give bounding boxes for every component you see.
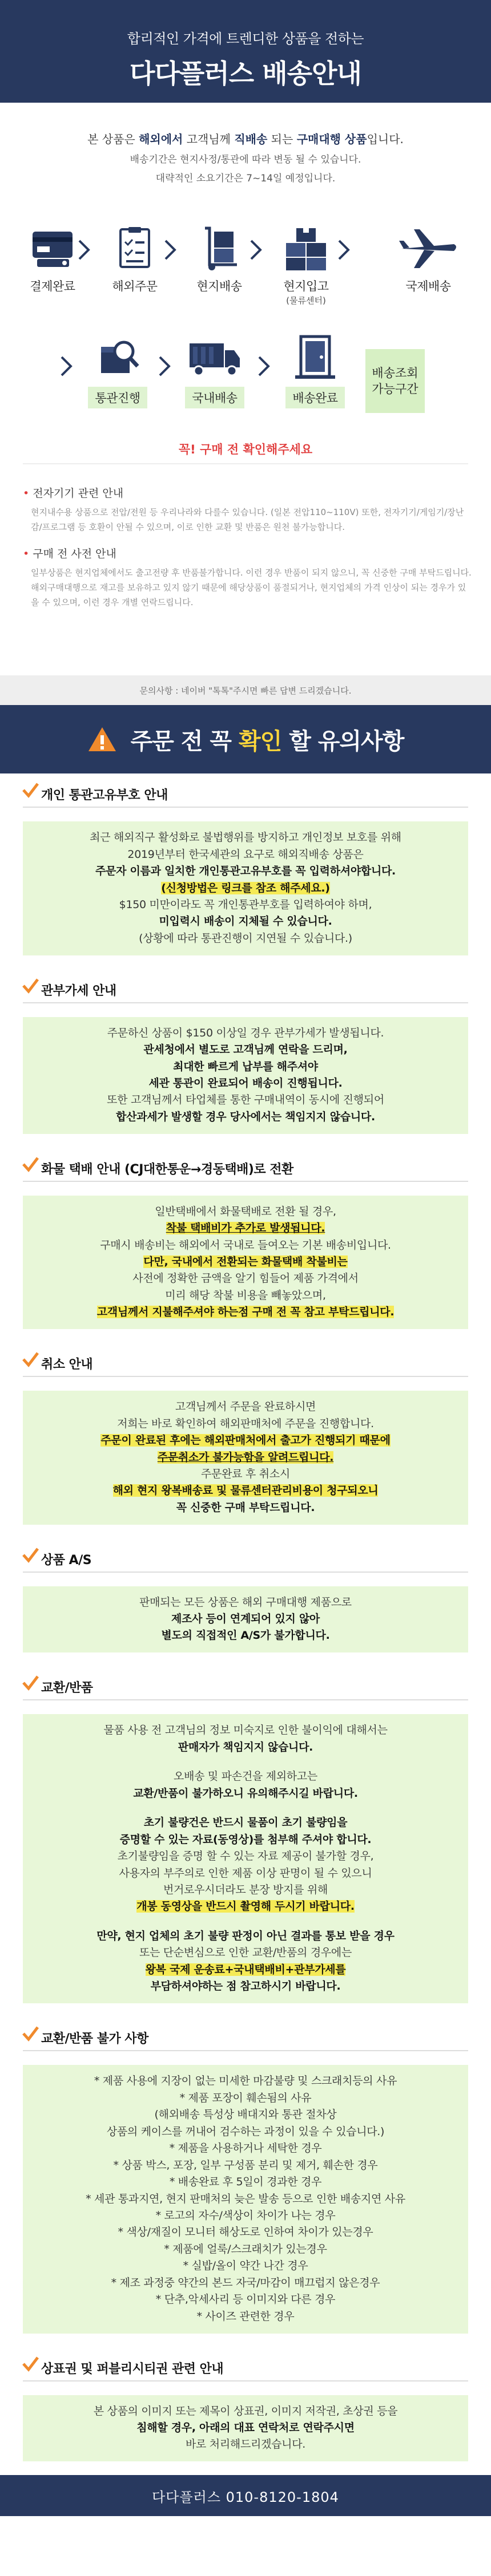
intro-section xyxy=(0,103,491,222)
section-line-text: 개봉 동영상을 반드시 촬영해 두시기 바랍니다. xyxy=(136,1900,355,1913)
section-line xyxy=(34,2275,457,2291)
section-line-text: 오배송 및 파손건을 제외하고는 xyxy=(174,1770,317,1783)
chevron-right-icon xyxy=(59,355,73,378)
customs-search-icon xyxy=(92,334,143,380)
bullet-icon: • xyxy=(23,487,30,500)
section-line-text: 판매자가 책임지지 않습니다. xyxy=(178,1740,313,1753)
section-line-text: 관세청에서 별도로 고객님께 연락을 드리며, xyxy=(143,1043,348,1056)
section-line-text: 2019년부터 한국세관의 요구로 해외직배송 상품은 xyxy=(127,848,364,861)
section-line-text: * 제품을 사용하거나 세탁한 경우 xyxy=(169,2142,322,2155)
section-line xyxy=(34,2090,457,2107)
flow-step-label: 국내배송 xyxy=(185,387,244,408)
section-line-text: 주문자 이름과 일치한 개인통관고유부호를 꼭 입력하셔야합니다. xyxy=(95,865,396,878)
section-line xyxy=(34,1025,457,1042)
section-line xyxy=(34,846,457,863)
chevron-right-icon xyxy=(249,238,263,261)
flow-step-note: (물류센터) xyxy=(286,295,326,306)
section-line-text: 주문완료 후 취소시 xyxy=(201,1467,290,1480)
section-panel xyxy=(23,1391,468,1525)
section-line xyxy=(34,1978,457,1995)
section-line-text: 합산과세가 발생할 경우 당사에서는 책임지지 않습니다. xyxy=(116,1110,375,1123)
checkmark-icon xyxy=(22,977,39,994)
section-line-text: 교환/반품이 불가하오니 유의해주시길 바랍니다. xyxy=(133,1787,358,1800)
chevron-right-icon xyxy=(337,238,351,261)
notice-section xyxy=(0,969,491,1134)
banner-text: 주문 전 꼭 xyxy=(130,728,239,755)
section-line-text: 세관 통관이 완료되어 배송이 진행됩니다. xyxy=(148,1077,343,1089)
section-line xyxy=(34,1722,457,1739)
section-title: 개인 통관고유부호 안내 xyxy=(23,785,468,808)
section-line-text: * 단추,악세사리 등 이미지와 다른 경우 xyxy=(155,2293,336,2306)
section-line-text: 사전에 정확한 금액을 알기 힘들어 제품 가격에서 xyxy=(132,1272,359,1285)
flow-step-customs xyxy=(78,334,158,408)
section-line xyxy=(34,2174,457,2190)
section-header xyxy=(0,2347,491,2381)
section-header xyxy=(0,1343,491,1377)
section-line xyxy=(34,1898,457,1915)
section-line xyxy=(34,829,457,846)
intro-bold-overseas: 해외에서 xyxy=(139,132,183,146)
section-line xyxy=(34,1399,457,1415)
banner-highlight: 확인 xyxy=(239,728,282,755)
section-title: 관부가세 안내 xyxy=(23,981,468,1003)
section-line-text: 구매시 배송비는 해외에서 국내로 들여오는 기본 배송비입니다. xyxy=(100,1238,391,1251)
section-line xyxy=(34,2403,457,2420)
note-body: 일부상품은 현지업체에서도 출고전량 후 반품불가합니다. 이런 경우 반품이 되지 않으니, 꼭 신중한 구매 부탁드립니다. 해외구매대행으로 재고를 보유하고 있지 않기 때문에 해당상품이 품절되거나, 현지업체의 가격 인상이 되는 경우가 있을 수 있으며, 이런 경우 개별 연락드립니다. xyxy=(31,567,472,607)
intro-line-2: 배송기간은 현지사정/통관에 따라 변동 될 수 있습니다. xyxy=(130,154,361,165)
section-line xyxy=(34,1109,457,1125)
intro-bold-direct: 직배송 xyxy=(234,132,268,146)
tracking-available-badge: 배송조회 가능구간 xyxy=(365,349,425,413)
section-line-text: 상품의 케이스를 꺼내어 검수하는 과정이 있을 수 있습니다.) xyxy=(106,2125,385,2138)
section-header xyxy=(0,1148,491,1182)
section-line-text: * 세관 통과지연, 현지 판매처의 늦은 발송 등으로 인한 배송지연 사유 xyxy=(86,2192,405,2205)
flow-step-label: 현지배송 xyxy=(196,280,242,293)
inquiry-bar: 문의사항 : 네이버 "톡톡"주시면 빠른 답변 드리겠습니다. xyxy=(0,675,491,705)
section-title: 교환/반품 xyxy=(23,1678,468,1700)
section-line-text: 또는 단순변심으로 인한 교환/반품의 경우에는 xyxy=(139,1946,352,1959)
section-title: 상품 A/S xyxy=(23,1550,468,1573)
section-line xyxy=(34,2073,457,2089)
section-line xyxy=(34,1848,457,1865)
chevron-right-icon xyxy=(163,238,177,261)
section-line-text: 제조사 등이 연계되어 있지 않아 xyxy=(171,1613,320,1626)
section-line-text: 번거로우시더라도 분장 방지를 위해 xyxy=(163,1883,328,1896)
section-line xyxy=(34,2107,457,2123)
section-line-text: 부담하셔야하는 점 참고하시기 바랍니다. xyxy=(150,1980,341,1993)
section-line xyxy=(34,2308,457,2325)
flow-step-overseas-order xyxy=(95,226,175,294)
section-line xyxy=(34,1500,457,1516)
section-line-text: * 사이즈 관련한 경우 xyxy=(196,2310,295,2323)
notice-section xyxy=(0,773,491,955)
must-read-text: 꼭! 구매 전 확인해주세요 xyxy=(178,443,313,456)
intro-line-1 xyxy=(0,130,491,147)
section-panel xyxy=(23,1586,468,1653)
section-line-text: 사용자의 부주의로 인한 제품 이상 판명이 될 수 있으니 xyxy=(119,1866,372,1880)
chevron-right-icon xyxy=(257,355,271,378)
section-line-text: 고객님께서 주문을 완료하시면 xyxy=(175,1400,316,1413)
section-line xyxy=(34,1785,457,1802)
section-line xyxy=(34,1270,457,1287)
section-line xyxy=(34,1432,457,1449)
notes-section xyxy=(0,464,491,675)
door-icon xyxy=(289,334,341,380)
section-line-text: (상황에 따라 통관진행이 지연될 수 있습니다.) xyxy=(139,931,352,945)
section-line-text: 고객님께서 지불해주셔야 하는점 구매 전 꼭 참고 부탁드립니다. xyxy=(96,1306,395,1319)
section-line xyxy=(34,880,457,897)
flow-step-complete xyxy=(275,334,355,408)
section-panel xyxy=(23,2065,468,2334)
section-line-text: 주문취소가 불가능함을 알려드립니다. xyxy=(157,1451,334,1464)
section-line-text: 주문하신 상품이 $150 이상일 경우 관부가세가 발생됩니다. xyxy=(107,1026,384,1039)
section-line xyxy=(34,2224,457,2241)
section-line xyxy=(34,1627,457,1644)
checkmark-icon xyxy=(22,2025,39,2042)
section-line xyxy=(34,2291,457,2308)
section-line-text: 다만, 국내에서 전환되는 화물택배 착불비는 xyxy=(143,1255,348,1269)
notice-section xyxy=(0,1343,491,1525)
section-line xyxy=(34,1594,457,1611)
section-line xyxy=(34,2258,457,2274)
section-line xyxy=(34,1768,457,1785)
section-panel xyxy=(23,1714,468,2003)
section-title: 교환/반품 불가 사항 xyxy=(23,2029,468,2051)
notice-section xyxy=(0,2347,491,2462)
section-line-text: (신청방법은 링크를 참조 해주세요.) xyxy=(161,881,330,894)
section-line-text: 또한 고객님께서 타업체를 통한 구매내역이 동시에 진행되어 xyxy=(107,1093,384,1107)
section-line xyxy=(34,1832,457,1848)
intro-bold-purchase-agent: 구매대행 상품 xyxy=(296,132,367,146)
section-line xyxy=(34,1042,457,1058)
section-panel xyxy=(23,821,468,955)
bullet-icon: • xyxy=(23,547,30,560)
hand-truck-icon xyxy=(194,226,245,272)
banner-title xyxy=(131,723,404,756)
notice-sections xyxy=(0,773,491,2461)
section-header xyxy=(0,1666,491,1700)
section-line-text: 침해할 경우, 아래의 대표 연락처로 연락주시면 xyxy=(136,2421,355,2435)
page-header xyxy=(0,0,491,103)
checkmark-icon xyxy=(22,1546,39,1564)
section-line xyxy=(34,1865,457,1882)
checkmark-icon xyxy=(22,1156,39,1173)
section-line xyxy=(34,2157,457,2174)
section-line xyxy=(34,1739,457,1756)
section-line xyxy=(34,1287,457,1304)
checkmark-icon xyxy=(22,1674,39,1691)
warning-icon xyxy=(87,726,117,752)
flow-step-label: 해외주문 xyxy=(112,280,158,293)
flow-step-local-warehouse xyxy=(266,226,346,306)
section-line-text: * 배송완료 후 5일이 경과한 경우 xyxy=(169,2176,322,2189)
flow-step-label: 국제배송 xyxy=(405,280,451,293)
section-line-text: * 로고의 자수/색상이 차이가 나는 경우 xyxy=(155,2209,336,2222)
section-line-text: 미입력시 배송이 지체될 수 있습니다. xyxy=(159,915,332,928)
section-line-text: 왕복 국제 운송료+국내택배비+관부가세를 xyxy=(145,1963,346,1976)
section-line xyxy=(34,1928,457,1945)
section-title: 화물 택배 안내 (CJ대한통운→경동택배)로 전환 xyxy=(23,1160,468,1182)
must-read-heading xyxy=(0,434,491,463)
section-line-text: 최대한 빠르게 납부를 해주셔야 xyxy=(173,1060,318,1073)
section-line xyxy=(34,2436,457,2453)
checkmark-icon xyxy=(22,781,39,799)
header-subtitle: 합리적인 가격에 트렌디한 상품을 전하는 xyxy=(127,31,364,47)
section-line xyxy=(34,930,457,947)
section-line xyxy=(34,1483,457,1499)
notice-banner xyxy=(0,705,491,773)
section-header xyxy=(0,1538,491,1573)
section-line-text: 미리 해당 착불 비용을 빼놓았으며, xyxy=(165,1289,326,1302)
section-title: 상표권 및 퍼블리시티권 관련 안내 xyxy=(23,2359,468,2381)
section-line xyxy=(34,2124,457,2140)
shipping-flow xyxy=(0,222,491,434)
section-line-text: 저희는 바로 확인하여 해외판매처에 주문을 진행합니다. xyxy=(117,1417,374,1430)
section-line-text: 주문이 완료된 후에는 해외판매처에서 출고가 진행되기 때문에 xyxy=(100,1434,391,1447)
note-title xyxy=(23,545,491,561)
section-line-text: 착불 택배비가 추가로 발생됩니다. xyxy=(166,1222,325,1235)
section-line-text: * 제품 사용에 지장이 없는 미세한 마감불량 및 스크래치등의 사유 xyxy=(94,2075,397,2088)
page-footer: 다다플러스 010-8120-1804 xyxy=(0,2475,491,2516)
section-panel xyxy=(23,2395,468,2462)
section-line xyxy=(34,1254,457,1270)
section-line xyxy=(34,1814,457,1831)
checkmark-icon xyxy=(22,1351,39,1368)
section-line-text: * 제조 과정중 약간의 본드 자국/마감이 매끄럽지 않은경우 xyxy=(111,2276,380,2289)
section-line-text: 꼭 신중한 구매 부탁드립니다. xyxy=(176,1501,315,1514)
page-title: 다다플러스 배송안내 xyxy=(130,58,361,89)
spacer xyxy=(34,1756,457,1768)
section-header xyxy=(0,2017,491,2051)
flow-step-local-delivery xyxy=(179,226,259,294)
section-line xyxy=(34,1882,457,1898)
order-checklist-icon xyxy=(109,226,160,272)
section-header xyxy=(0,773,491,808)
section-line xyxy=(34,1220,457,1237)
flow-step-label: 통관진행 xyxy=(88,387,147,408)
section-line-text: 만약, 현지 업체의 초기 불량 판정이 아닌 결과를 통보 받을 경우 xyxy=(96,1929,395,1942)
delivery-truck-icon xyxy=(186,334,243,380)
flow-step-label: 결제완료 xyxy=(30,280,75,293)
section-line xyxy=(34,1304,457,1321)
flow-step-domestic xyxy=(175,334,255,408)
section-line xyxy=(34,1416,457,1432)
section-panel xyxy=(23,1017,468,1134)
banner-text: 할 유의사항 xyxy=(281,728,404,755)
notice-section xyxy=(0,1148,491,1330)
section-panel xyxy=(23,1196,468,1330)
spacer xyxy=(34,1915,457,1928)
section-line xyxy=(34,1092,457,1108)
section-line-text: $150 미만이라도 꼭 개인통관부호를 입력하여야 하며, xyxy=(119,898,372,911)
section-title: 취소 안내 xyxy=(23,1355,468,1377)
section-line-text: 초기 불량건은 반드시 물품이 초기 불량임을 xyxy=(143,1816,348,1829)
checkmark-icon xyxy=(22,2355,39,2372)
intro-text: 되는 xyxy=(267,132,297,146)
section-line-text: * 실밥/올이 약간 나간 경우 xyxy=(183,2259,308,2273)
section-line xyxy=(34,2420,457,2436)
chevron-right-icon xyxy=(158,355,171,378)
section-line xyxy=(34,1075,457,1092)
section-line xyxy=(34,913,457,930)
airplane-icon xyxy=(397,226,460,272)
section-line-text: 판매되는 모든 상품은 해외 구매대행 제품으로 xyxy=(139,1595,352,1609)
section-line xyxy=(34,897,457,913)
section-line xyxy=(34,1945,457,1961)
section-line-text: 최근 해외직구 활성화로 불법행위를 방지하고 개인정보 보호를 위해 xyxy=(90,831,401,844)
section-line xyxy=(34,1059,457,1075)
section-line-text: 증명할 수 있는 자료(동영상)를 첨부해 주셔야 합니다. xyxy=(119,1833,372,1846)
section-line-text: 본 상품의 이미지 또는 제목이 상표권, 이미지 저작권, 초상권 등을 xyxy=(93,2404,398,2417)
warehouse-boxes-icon xyxy=(280,226,332,272)
section-line xyxy=(34,2191,457,2208)
note-body: 현지내수용 상품으로 전압/전원 등 우리나라와 다를수 있습니다. (일본 전압110~110V) 또한, 전자기기/게임기/장난감/프로그램 등 호환이 안될 수 있으며, 이로 인한 교환 및 반품은 원천 불가능합니다. xyxy=(31,507,464,533)
section-line-text: * 색상/재질이 모니터 해상도로 인하여 차이가 있는경우 xyxy=(118,2226,373,2239)
section-line xyxy=(34,1204,457,1220)
section-line xyxy=(34,1449,457,1466)
intro-text: 입니다. xyxy=(367,132,404,146)
section-line-text: 해외 현지 왕복배송료 및 물류센터관리비용이 청구되오니 xyxy=(112,1484,379,1497)
note-title-text: 전자기기 관련 안내 xyxy=(33,487,124,500)
intro-text: 고객님께 xyxy=(183,132,235,146)
note-title-text: 구매 전 사전 안내 xyxy=(33,547,116,560)
intro-text: 본 상품은 xyxy=(87,132,139,146)
spacer xyxy=(34,1802,457,1814)
section-line xyxy=(34,2140,457,2157)
notice-section xyxy=(0,1666,491,2003)
section-line-text: 별도의 직접적인 A/S가 불가합니다. xyxy=(161,1629,330,1642)
section-line-text: 물품 사용 전 고객님의 정보 미숙지로 인한 불이익에 대해서는 xyxy=(103,1724,388,1737)
flow-step-label: 현지입고 xyxy=(283,280,329,293)
payment-icon xyxy=(27,226,78,272)
notice-section xyxy=(0,1538,491,1653)
section-line xyxy=(34,1611,457,1627)
section-line-text: (해외배송 특성상 배대지와 통관 절차상 xyxy=(154,2108,337,2121)
chevron-right-icon xyxy=(77,238,91,261)
section-header xyxy=(0,969,491,1003)
section-line-text: * 제품에 얼룩/스크래치가 있는경우 xyxy=(164,2242,327,2255)
section-line xyxy=(34,2208,457,2224)
section-line xyxy=(34,1237,457,1254)
section-line-text: * 상품 박스, 포장, 일부 구성품 분리 및 제거, 훼손한 경우 xyxy=(113,2158,378,2172)
flow-step-label: 배송완료 xyxy=(285,387,344,408)
section-line xyxy=(34,863,457,880)
section-line-text: 바로 처리해드리겠습니다. xyxy=(185,2438,306,2451)
section-line-text: 일반택배에서 화물택배로 전환 될 경우, xyxy=(155,1205,336,1218)
section-line xyxy=(34,2241,457,2258)
section-line-text: * 제품 포장이 훼손됨의 사유 xyxy=(179,2091,312,2104)
note-title xyxy=(23,485,491,500)
section-line xyxy=(34,1962,457,1978)
flow-step-international xyxy=(388,226,468,294)
intro-line-3: 대략적인 소요기간은 7~14일 예정입니다. xyxy=(155,173,336,184)
notice-section xyxy=(0,2017,491,2334)
section-line xyxy=(34,1466,457,1483)
section-line-text: 초기불량임을 증명 할 수 있는 자료 제공이 불가할 경우, xyxy=(117,1850,374,1863)
